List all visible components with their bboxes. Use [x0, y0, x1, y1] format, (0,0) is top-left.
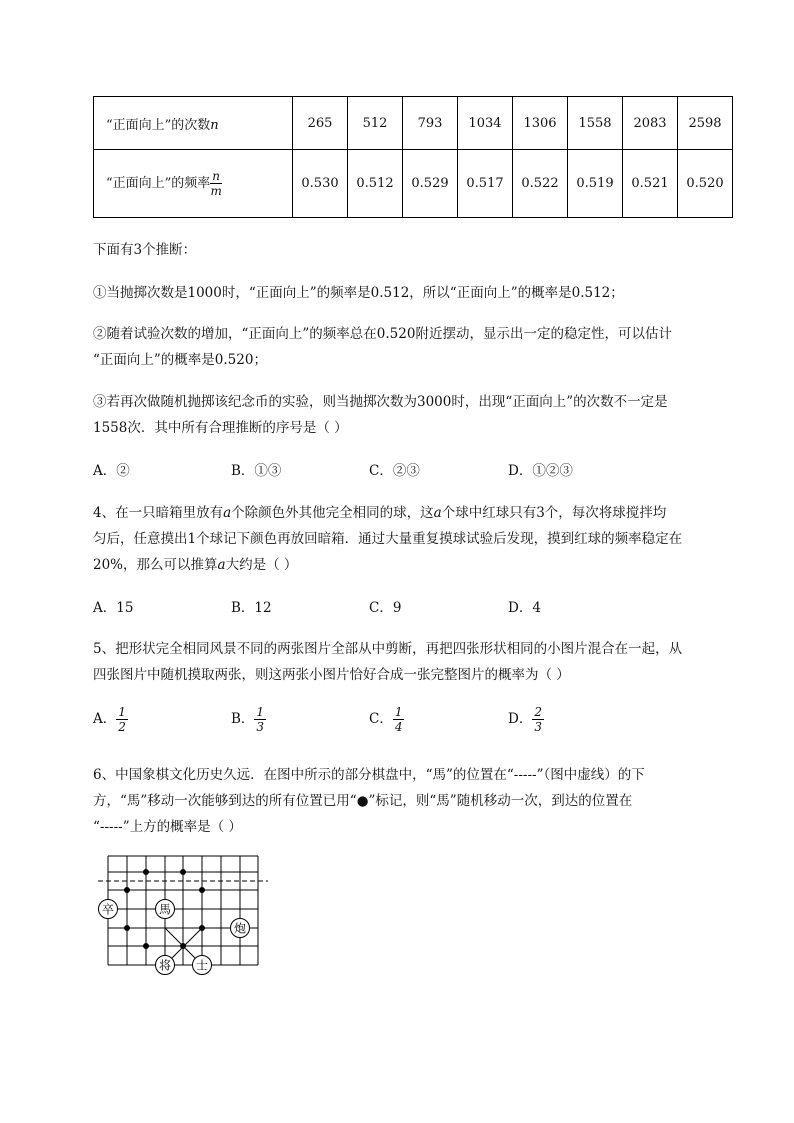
piece-jiang [156, 956, 175, 975]
q6-line-2: 方，“馬”移动一次能够到达的所有位置已用“●”标记，则“馬”随机移动一次，到达的位置在 [93, 793, 633, 809]
mark-dot [124, 887, 130, 893]
q5-option-a: A． $\frac{1}{2}$ [93, 705, 126, 734]
q3-option-d: D．①②③ [508, 463, 573, 479]
q4-option-a: A．15 [93, 600, 134, 616]
inference-2-line-1: ②随着试验次数的增加，“正面向上”的频率总在0.520附近摆动，显示出一定的稳定性，可以估计 [93, 326, 672, 342]
mark-dot [199, 925, 205, 931]
table-cell: 0.521 [623, 150, 678, 218]
q4-option-b: B．12 [231, 600, 272, 616]
inference-1: ①当抛掷次数是1000时，“正面向上”的频率是0.512，所以“正面向上”的概率是0.512； [93, 285, 624, 301]
inference-3-line-2: 1558次．其中所有合理推断的序号是（ ） [93, 420, 348, 436]
q5-line-1: 5、把形状完全相同风景不同的两张图片全部从中剪断，再把四张形状相同的小图片混合在一起，从 [93, 641, 683, 657]
mark-dot [180, 869, 186, 875]
table-row [94, 150, 733, 218]
q5-option-c: C． $\frac{1}{4}$ [369, 705, 403, 734]
mark-dot [143, 943, 149, 949]
piece-shi [193, 956, 212, 975]
piece-zu [99, 900, 118, 919]
piece-ma [156, 900, 175, 919]
table-cell: 0.530 [293, 150, 348, 218]
q5-option-b: B． $\frac{1}{3}$ [231, 705, 265, 734]
table-cell: 265 [293, 97, 348, 150]
inference-2-line-2: “正面向上”的概率是0.520； [93, 352, 267, 368]
q6-line-1: 6、中国象棋文化历史久远．在图中所示的部分棋盘中，“馬”的位置在“-----”（图中虚线）的下 [93, 767, 645, 783]
q6-line-3: “-----”上方的概率是（ ） [93, 819, 242, 835]
mark-dot [143, 869, 149, 875]
svg-text:馬: 馬 [158, 902, 172, 917]
q3-option-a: A．② [93, 463, 130, 479]
table-cell: 0.517 [458, 150, 513, 218]
table-cell: 0.520 [678, 150, 733, 218]
table-cell: 793 [403, 97, 458, 150]
table-cell: 2083 [623, 97, 678, 150]
q4-option-d: D．4 [508, 600, 541, 616]
q4-line-3: 20%，那么可以推算a大约是（ ） [93, 557, 298, 573]
frequency-table [93, 96, 733, 218]
q5-line-2: 四张图片中随机摸取两张，则这两张小图片恰好合成一张完整图片的概率为（ ） [93, 667, 570, 683]
intro-text: 下面有3个推断： [93, 242, 197, 258]
table-cell: 1558 [568, 97, 623, 150]
table-cell: 0.522 [513, 150, 568, 218]
q4-line-1: 4、在一只暗箱里放有a个除颜色外其他完全相同的球，这a个球中红球只有3个，每次将球搅拌均 [93, 505, 667, 521]
row-label-count: “正面向上”的次数n [94, 97, 293, 150]
q3-option-b: B．①③ [231, 463, 282, 479]
svg-text:卒: 卒 [101, 902, 115, 917]
q3-option-c: C．②③ [369, 463, 420, 479]
inference-3-line-1: ③若再次做随机抛掷该纪念币的实验，则当抛掷次数为3000时，出现“正面向上”的次数不一定是 [93, 394, 668, 410]
table-row [94, 97, 733, 150]
mark-dot [180, 943, 186, 949]
table-cell: 1034 [458, 97, 513, 150]
mark-dot [124, 925, 130, 931]
fraction-n-over-m: $\frac{n}{m}$ [210, 169, 222, 198]
svg-text:将: 将 [158, 958, 172, 973]
chess-board-figure [96, 850, 276, 980]
table-cell: 0.519 [568, 150, 623, 218]
q4-line-2: 匀后，任意摸出1个球记下颜色再放回暗箱．通过大量重复摸球试验后发现，摸到红球的频率稳定在 [93, 531, 683, 547]
mark-dot [199, 887, 205, 893]
table-cell: 0.529 [403, 150, 458, 218]
q5-option-d: D． $\frac{2}{3}$ [508, 705, 542, 734]
q4-option-c: C．9 [369, 600, 402, 616]
piece-pao [231, 919, 250, 938]
table-cell: 2598 [678, 97, 733, 150]
table-cell: 1306 [513, 97, 568, 150]
svg-text:炮: 炮 [233, 921, 247, 936]
row-label-frequency: “正面向上”的频率 $\frac{n}{m}$ [94, 150, 293, 218]
table-cell: 0.512 [348, 150, 403, 218]
table-cell: 512 [348, 97, 403, 150]
svg-text:士: 士 [195, 958, 209, 973]
